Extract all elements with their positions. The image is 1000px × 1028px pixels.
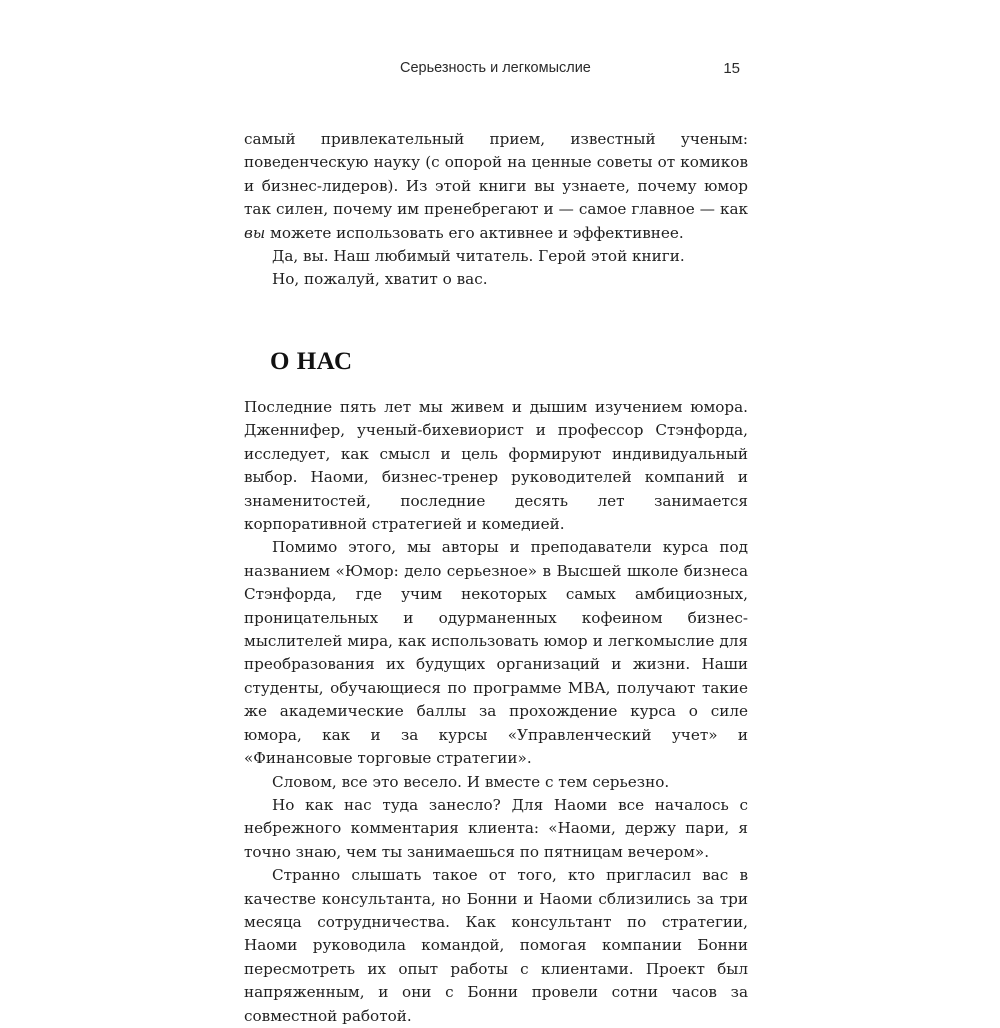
running-head: [400, 60, 740, 84]
intro-paragraph-3: Но, пожалуй, хватит о вас.: [272, 270, 488, 289]
intro-text-block: [244, 128, 748, 292]
page-number: 15: [723, 60, 740, 77]
section-paragraph: Помимо этого, мы авторы и преподаватели курса под названием «Юмор: дело серьезное» в Высшей школе бизнеса Стэнфорда, где учим некоторых самых амбициозных, проницательных и одурманенных кофеином бизнес-мыслителей мира, как использовать юмор и легкомыслие для преобразования их будущих организаций и жизни. Наши студенты, обучающиеся по программе MBA, получают такие же академические баллы за прохождение курса о силе юмора, как и за курсы «Управленческий учет» и «Финансовые торговые стратегии».: [244, 538, 748, 768]
section-paragraph: Словом, все это весело. И вместе с тем серьезно.: [272, 772, 670, 791]
intro-paragraph-1: [244, 128, 748, 245]
section-heading: О НАС: [270, 348, 353, 375]
section-paragraph: Но как нас туда занесло? Для Наоми все началось с небрежного комментария клиента: «Наоми, держу пари, я точно знаю, чем ты занимаешься по пятницам вечером».: [244, 795, 748, 861]
section-paragraph: Странно слышать такое от того, кто пригласил вас в качестве консультанта, но Бонни и Наоми сблизились за три месяца сотрудничества. Как консультант по стратегии, Наоми руководила командой, помогая компании Бонни пересмотреть их опыт работы с клиентами. Проект был напряженным, и они с Бонни провели сотни часов за совместной работой.: [244, 866, 748, 1025]
intro-paragraph-2: Да, вы. Наш любимый читатель. Герой этой книги.: [272, 247, 685, 266]
section-text-block: [244, 396, 748, 1028]
running-head-title: Серьезность и легкомыслие: [400, 60, 591, 76]
intro-paragraph-1-start: самый привлекательный прием, известный ученым: поведенческую науку (с опорой на ценные советы от комиков и бизнес-лидеров). Из этой книги вы узнаете, почему юмор так силен, почему им пренебрегают и — самое главное — как: [244, 130, 748, 219]
intro-paragraph-1-end: можете использовать его активнее и эффективнее.: [265, 223, 684, 242]
intro-paragraph-1-emphasis: вы: [244, 223, 266, 242]
section-paragraph: Последние пять лет мы живем и дышим изучением юмора. Дженнифер, ученый-бихевиорист и профессор Стэнфорда, исследует, как смысл и цель формируют индивидуальный выбор. Наоми, бизнес-тренер руководителей компаний и знаменитостей, последние десять лет занимается корпоративной стратегией и комедией.: [244, 398, 748, 534]
